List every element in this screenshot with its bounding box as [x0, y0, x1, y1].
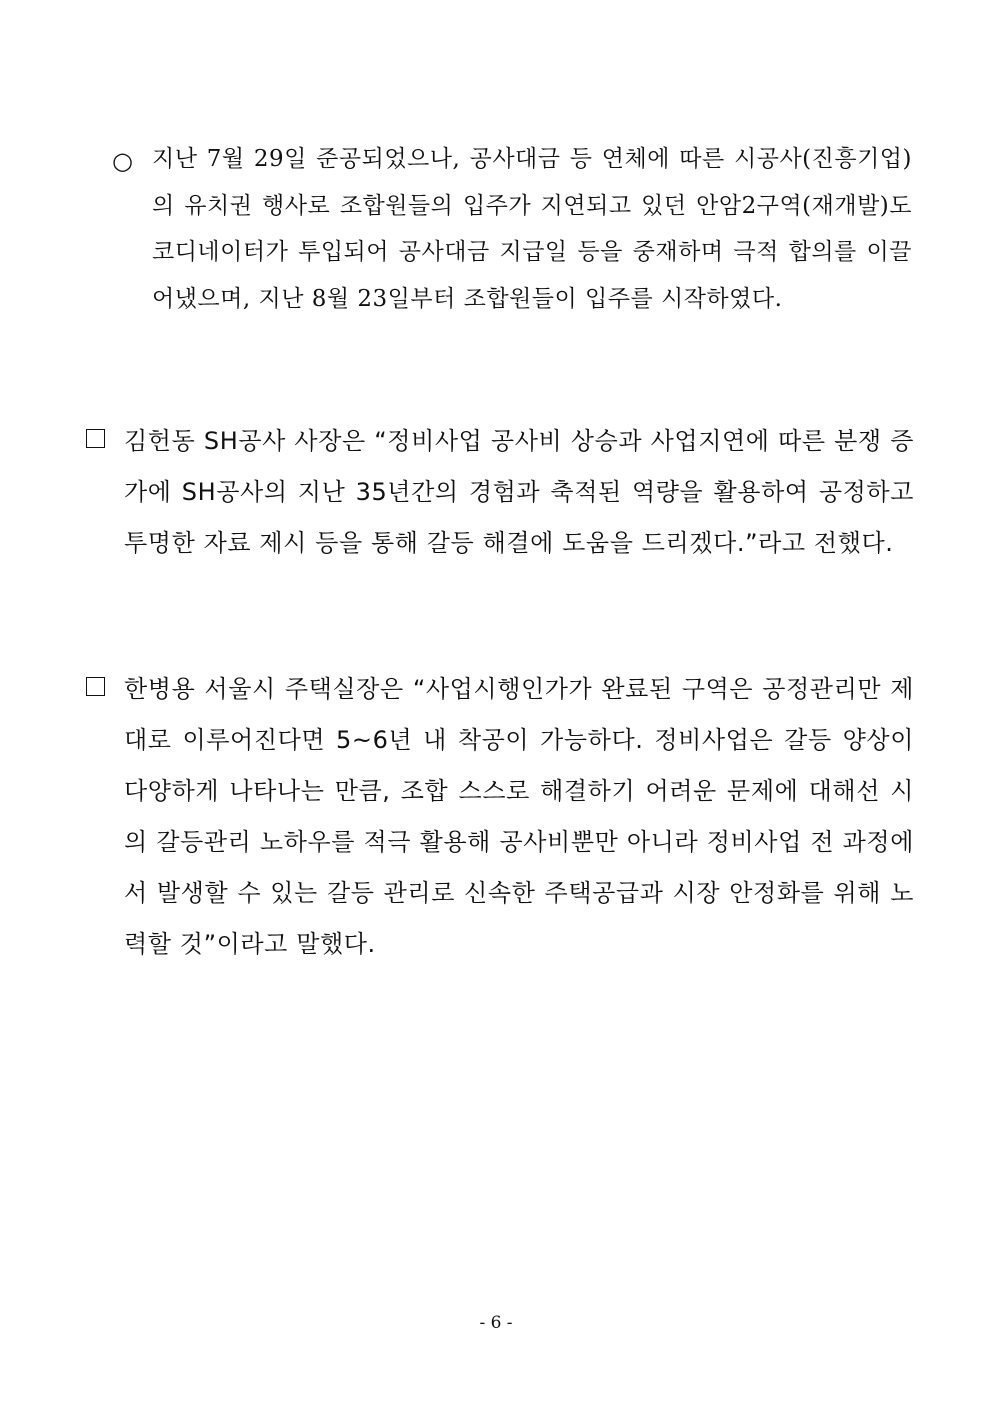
- square-bullet-icon: [86, 677, 105, 696]
- circle-bullet: ○: [112, 147, 133, 175]
- sub-item-text: 지난 7월 29일 준공되었으나, 공사대금 등 연체에 따른 시공사(진흥기업)의 유치권 행사로 조합원들의 입주가 지연되고 있던 안암2구역(재개발)도 코디네이터가 투입되어 공사대금 지급일 등을 중재하며 극적 합의를 이끌어냈으며, 지난 8월 23일부터 조합원들이 입주를 시작하였다.: [152, 146, 912, 312]
- square-bullet-icon: [86, 429, 105, 448]
- page-number: - 6 -: [479, 1313, 513, 1333]
- main-item-text: 한병용 서울시 주택실장은 “사업시행인가가 완료된 구역은 공정관리만 제대로 이루어진다면 5~6년 내 착공이 가능하다. 정비사업은 갈등 양상이 다양하게 나타나는 만큼, 조합 스스로 해결하기 어려운 문제에 대해선 시의 갈등관리 노하우를 적극 활용해 공사비뿐만 아니라 정비사업 전 과정에서 발생할 수 있는 갈등 관리로 신속한 주택공급과 시장 안정화를 위해 노력할 것”이라고 말했다.: [124, 675, 914, 958]
- main-item-text: 김헌동 SH공사 사장은 “정비사업 공사비 상승과 사업지연에 따른 분쟁 증가에 SH공사의 지난 35년간의 경험과 축적된 역량을 활용하여 공정하고 투명한 자료 제시 등을 통해 갈등 해결에 도움을 드리겠다.”라고 전했다.: [124, 427, 914, 557]
